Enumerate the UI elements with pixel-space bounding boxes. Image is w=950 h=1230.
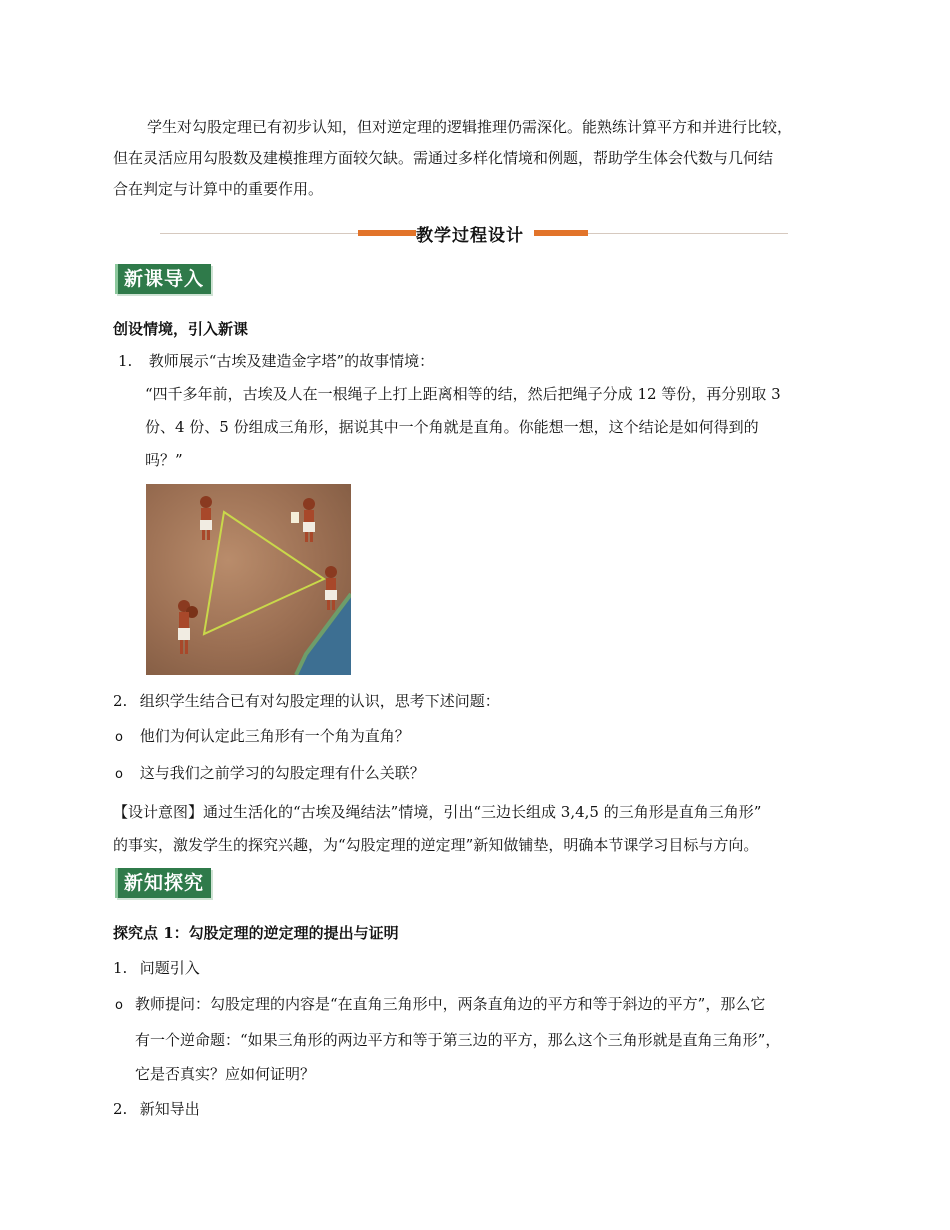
- nk-item-1-number: 1.: [113, 959, 128, 977]
- bullet-symbol: o: [115, 767, 123, 782]
- divider-left-line: [160, 233, 360, 234]
- design-intent-line-1: 【设计意图】通过生活化的“古埃及绳结法”情境，引出“三边长组成 3,4,5 的三角形是直角三角形”: [113, 803, 762, 821]
- divider-right-line: [588, 233, 788, 234]
- subtitle-create-situation: 创设情境，引入新课: [113, 320, 249, 338]
- intro-paragraph: [113, 112, 845, 205]
- nk-item-1-text: 问题引入: [139, 959, 200, 977]
- teacher-question-text-1: 教师提问：勾股定理的内容是“在直角三角形中，两条直角边的平方和等于斜边的平方”，那么它: [135, 995, 766, 1013]
- divider-left-bar: [358, 230, 416, 236]
- ancient-egypt-rope-image: [146, 484, 351, 675]
- item-2-number: 2.: [113, 692, 128, 710]
- item-1-text: 教师展示“古埃及建造金字塔”的故事情境：: [148, 352, 435, 370]
- nk-item-2-text: 新知导出: [139, 1100, 200, 1118]
- banner-new-lesson: 新课导入: [115, 264, 211, 294]
- intro-line-2: 但在灵活应用勾股数及建模推理方面较欠缺。需通过多样化情境和例题，帮助学生体会代数与几何结: [113, 149, 774, 167]
- section-header: 教学过程设计: [416, 226, 524, 246]
- bullet-question-2-text: 这与我们之前学习的勾股定理有什么关联？: [139, 764, 425, 782]
- figure-right: [325, 566, 337, 610]
- bullet-symbol: o: [115, 998, 123, 1013]
- quote-line-2: 份、4 份、5 份组成三角形，据说其中一个角就是直角。你能想一想，这个结论是如何得到的: [145, 418, 759, 436]
- nk-item-1: [113, 957, 200, 978]
- bullet-question-2: [115, 762, 425, 783]
- nk-item-2: [113, 1098, 200, 1119]
- egypt-illustration-svg: [146, 484, 351, 675]
- bullet-question-1-text: 他们为何认定此三角形有一个角为直角？: [139, 727, 410, 745]
- quote-line-3: 吗？”: [145, 451, 183, 469]
- teacher-question-line-3: 它是否真实？应如何证明？: [135, 1065, 316, 1083]
- divider-right-bar: [534, 230, 588, 236]
- figure-bottom-left: [178, 600, 198, 654]
- item-2-text: 组织学生结合已有对勾股定理的认识，思考下述问题：: [139, 692, 500, 710]
- bullet-question-1: [115, 725, 410, 746]
- design-intent-line-2: 的事实，激发学生的探究兴趣，为“勾股定理的逆定理”新知做铺垫，明确本节课学习目标与方向。: [113, 836, 759, 854]
- teacher-question: [115, 987, 780, 1091]
- nk-item-2-number: 2.: [113, 1100, 128, 1118]
- teacher-question-line-2: 有一个逆命题：“如果三角形的两边平方和等于第三边的平方，那么这个三角形就是直角三角形”，: [135, 1031, 781, 1049]
- quote-line-1: “四千多年前，古埃及人在一根绳子上打上距离相等的结，然后把绳子分成 12 等份，再分别取 3: [145, 385, 781, 403]
- item-2: [113, 690, 500, 711]
- banner-new-knowledge: 新知探究: [115, 868, 211, 898]
- item-1: [118, 350, 434, 371]
- bullet-symbol: o: [115, 730, 123, 745]
- intro-line-1: 学生对勾股定理已有初步认知，但对逆定理的逻辑推理仍需深化。能熟练计算平方和并进行比较，: [147, 118, 793, 136]
- item-1-number: 1.: [118, 352, 133, 370]
- teacher-question-line-1: [115, 987, 780, 1023]
- exploration-point-1-title: 探究点 1：勾股定理的逆定理的提出与证明: [113, 924, 399, 942]
- figure-top-right: [291, 498, 315, 542]
- intro-line-3: 合在判定与计算中的重要作用。: [113, 180, 324, 198]
- design-intent: [113, 796, 761, 862]
- story-quote: [145, 378, 781, 477]
- figure-top-left: [200, 496, 212, 540]
